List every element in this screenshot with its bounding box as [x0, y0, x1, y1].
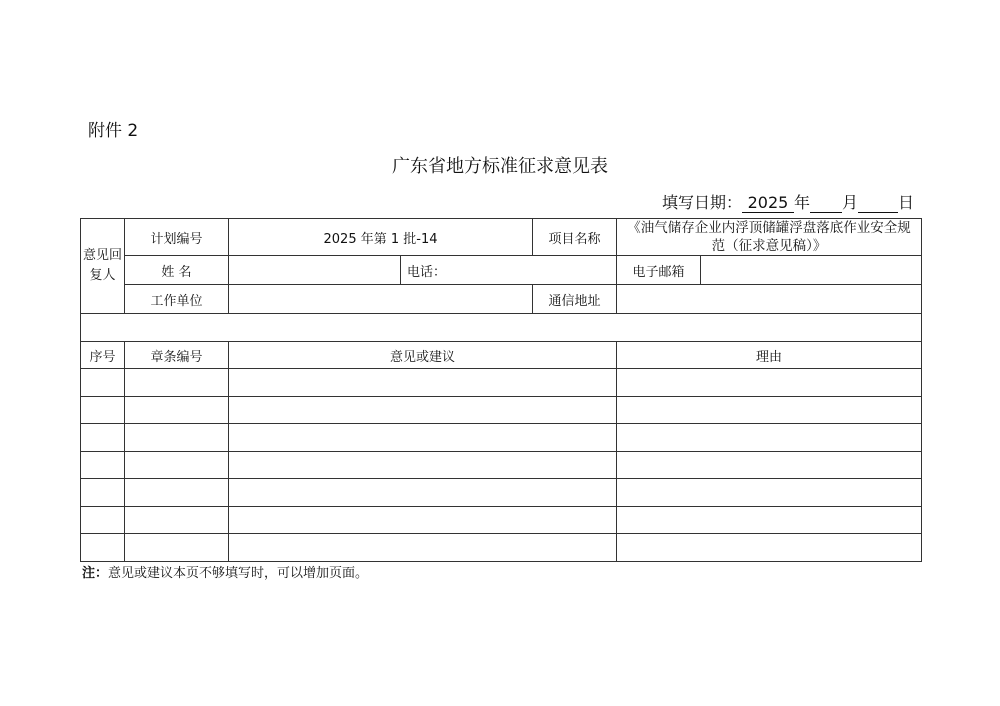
- project-name-value: 《油气储存企业内浮顶储罐浮盘落底作业安全规范（征求意见稿）》: [617, 219, 922, 256]
- plan-row: [81, 219, 922, 256]
- name-field[interactable]: [229, 256, 401, 285]
- phone-field[interactable]: 电话：: [401, 256, 617, 285]
- serial-cell[interactable]: [81, 479, 125, 507]
- serial-cell[interactable]: [81, 369, 125, 397]
- opinion-cell[interactable]: [229, 479, 617, 507]
- clause-cell[interactable]: [125, 479, 229, 507]
- name-row: [81, 256, 922, 285]
- fill-date: [662, 190, 914, 213]
- footnote-text: 意见或建议本页不够填写时，可以增加页面。: [108, 566, 369, 581]
- opinion-cell[interactable]: [229, 369, 617, 397]
- date-day-field[interactable]: [858, 193, 898, 213]
- reason-cell[interactable]: [617, 534, 922, 562]
- opinion-cell[interactable]: [229, 396, 617, 424]
- serial-cell[interactable]: [81, 534, 125, 562]
- reason-cell[interactable]: [617, 424, 922, 452]
- comments-header-row: [81, 342, 922, 369]
- email-label: 电子邮箱: [617, 256, 701, 285]
- serial-cell[interactable]: [81, 396, 125, 424]
- header-serial: 序号: [81, 342, 125, 369]
- date-month-field[interactable]: [810, 193, 842, 213]
- unit-row: [81, 285, 922, 314]
- date-label: 填写日期：: [661, 193, 742, 212]
- opinion-cell[interactable]: [229, 424, 617, 452]
- name-label: 姓 名: [125, 256, 229, 285]
- header-opinion: 意见或建议: [229, 342, 617, 369]
- table-row: [81, 506, 922, 534]
- footnote-prefix: 注：: [82, 566, 109, 581]
- table-row: [81, 369, 922, 397]
- plan-no-label: 计划编号: [125, 219, 229, 256]
- opinion-cell[interactable]: [229, 451, 617, 479]
- reason-cell[interactable]: [617, 369, 922, 397]
- respondent-label: 意见回复人: [81, 219, 125, 314]
- serial-cell[interactable]: [81, 424, 125, 452]
- project-name-label: 项目名称: [533, 219, 617, 256]
- clause-cell[interactable]: [125, 369, 229, 397]
- work-unit-field[interactable]: [229, 285, 533, 314]
- table-row: [81, 479, 922, 507]
- opinion-cell[interactable]: [229, 534, 617, 562]
- footnote: [82, 562, 368, 581]
- attachment-label: 附件 2: [88, 121, 139, 141]
- address-field[interactable]: [617, 285, 922, 314]
- clause-cell[interactable]: [125, 534, 229, 562]
- year-suffix: 年: [793, 193, 810, 212]
- day-suffix: 日: [897, 193, 914, 212]
- serial-cell[interactable]: [81, 451, 125, 479]
- spacer-cell: [81, 314, 922, 342]
- address-label: 通信地址: [533, 285, 617, 314]
- table-row: [81, 396, 922, 424]
- clause-cell[interactable]: [125, 424, 229, 452]
- plan-no-value: 2025 年第 1 批-14: [229, 219, 533, 256]
- clause-cell[interactable]: [125, 451, 229, 479]
- reason-cell[interactable]: [617, 451, 922, 479]
- clause-cell[interactable]: [125, 396, 229, 424]
- reason-cell[interactable]: [617, 506, 922, 534]
- clause-cell[interactable]: [125, 506, 229, 534]
- date-year-field[interactable]: 2025: [742, 193, 794, 213]
- form-title: 广东省地方标准征求意见表: [392, 156, 608, 177]
- table-row: [81, 534, 922, 562]
- table-row: [81, 424, 922, 452]
- header-clause-no: 章条编号: [125, 342, 229, 369]
- table-row: [81, 451, 922, 479]
- serial-cell[interactable]: [81, 506, 125, 534]
- header-reason: 理由: [617, 342, 922, 369]
- work-unit-label: 工作单位: [125, 285, 229, 314]
- reason-cell[interactable]: [617, 396, 922, 424]
- comment-form-table: [80, 218, 922, 562]
- opinion-cell[interactable]: [229, 506, 617, 534]
- email-field[interactable]: [701, 256, 922, 285]
- month-suffix: 月: [841, 193, 858, 212]
- reason-cell[interactable]: [617, 479, 922, 507]
- spacer-row: [81, 314, 922, 342]
